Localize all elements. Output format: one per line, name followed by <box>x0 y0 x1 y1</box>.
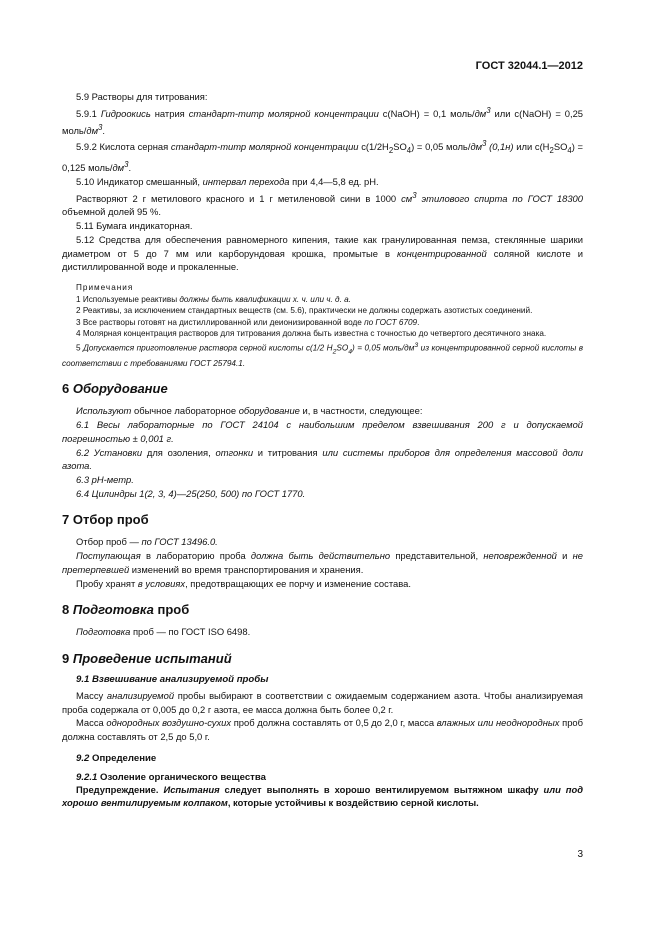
warning-text: Предупреждение. Испытания следует выполнять в хорошо вентилируемом вытяжном шкафу или под хорошо вентилируемым колпаком, которые устойчивы к воздействию серной кислоты. <box>62 783 583 809</box>
item-6-4: 6.4 Цилиндры 1(2, 3, 4)—25(250, 500) по ГОСТ 1770. <box>76 487 306 499</box>
item-5-10: 5.10 Индикатор смешанный, интервал перехода при 4,4—5,8 ед. pH. <box>76 175 379 187</box>
item-5-9-1: 5.9.1 Гидроокись натрия стандарт-титр молярной концентрации c(NaOH) = 0,1 моль/$дм^3$ или c(NaOH) = 0,25 моль/$дм^3$. <box>62 105 583 136</box>
section-5-9-title: 5.9 Растворы для титрования: <box>76 91 208 102</box>
note-3: 3 Все растворы готовят на дистиллированной или деионизированной воде по ГОСТ 6709. <box>76 317 420 327</box>
subsection-9-1-heading: 9.1 Взвешивание анализируемой пробы <box>76 673 269 685</box>
section-8-p: Подготовка проб — по ГОСТ ISO 6498. <box>76 626 251 638</box>
standard-number: ГОСТ 32044.1—2012 <box>475 60 583 72</box>
item-5-9-2: 5.9.2 Кислота серная стандарт-титр молярной концентрации $c(1/2H_2SO_4) = 0,05$ моль/$дм^3$ (0,1н) или $c(H_2SO_4) = 0,125$ моль/$дм^3$. <box>62 139 584 174</box>
note-2: 2 Реактивы, за исключением стандартных веществ (см. 5.6), практически не должны содержать азотистых соединений. <box>76 306 533 316</box>
subsection-9-2-1-heading: 9.2.1 Озоление органического вещества <box>76 771 266 783</box>
page-number: 3 <box>577 849 583 860</box>
item-6-3: 6.3 pH-метр. <box>76 473 134 485</box>
section-6-intro: Используют обычное лабораторное оборудование и, в частности, следующее: <box>76 405 423 417</box>
section-7-p2: Поступающая в лабораторию проба должна быть действительно представительной, неповрежденной и не претерпевшей изменений во время транспортирования и хранения. <box>62 550 583 575</box>
page-content <box>62 90 583 810</box>
notes-block <box>62 282 583 370</box>
notes-title: Примечания <box>76 282 134 292</box>
section-9-heading: 9 Проведение испытаний <box>62 650 232 666</box>
section-8-heading: 8 Подготовка проб <box>62 602 190 618</box>
section-9-1-p1: Массу анализируемой пробы выбирают в соответствии с ожидаемым содержанием азота. Чтобы анализируемая проба содержала от 0,005 до 0,2 г азота, ее масса должна быть более 0,2 г. <box>62 689 584 715</box>
section-7-p3: Пробу хранят в условиях, предотвращающих ее порчу и изменение состава. <box>76 577 411 589</box>
section-6-heading: 6 Оборудование <box>62 381 168 397</box>
section-7-p1: Отбор проб — по ГОСТ 13496.0. <box>76 536 218 548</box>
section-7-heading: 7 Отбор проб <box>62 512 149 528</box>
section-9-1-p2: Масса однородных воздушно-сухих проб должна составлять от 0,5 до 2,0 г, масса влажных или неоднородных проб должна составлять от 2,5 до 5,0 г. <box>62 717 583 743</box>
note-1: 1 Используемые реактивы должны быть квалификации х. ч. или ч. д. а. <box>76 294 351 304</box>
item-5-10-text: Растворяют 2 г метилового красного и 1 г метиленовой сини в 1000 $см^3$ этилового спирта по ГОСТ 18300 объемной долей 95 %. <box>62 190 583 218</box>
note-5: 5 Допускается приготовление раствора серной кислоты c(1/2 $H_2SO_4) = 0,05$ моль/$дм^3$ из концентрированной серной кислоты в соответствии с требованиями ГОСТ 25794.1. <box>62 341 583 368</box>
item-6-1: 6.1 Весы лабораторные по ГОСТ 24104 с наибольшим пределом взвешивания 200 г и допускаемой погрешностью ± 0,001 г. <box>62 419 583 444</box>
note-4: 4 Молярная концентрация растворов для титрования должна быть известна с точностью до четвертого десятичного знака. <box>76 329 547 339</box>
item-5-12: 5.12 Средства для обеспечения равномерного кипения, такие как гранулированная пемза, стеклянные шарики диаметром от 5 до 7 мм или карборундовая крошка, промытые в концентрированной соляной кислоте и дистиллированной воде и прокаленные. <box>62 233 583 273</box>
item-5-11: 5.11 Бумага индикаторная. <box>76 220 193 232</box>
item-6-2: 6.2 Установки для озоления, отгонки и титрования или системы приборов для определения массовой доли азота. <box>62 446 584 472</box>
subsection-9-2-heading: 9.2 Определение <box>76 752 157 764</box>
